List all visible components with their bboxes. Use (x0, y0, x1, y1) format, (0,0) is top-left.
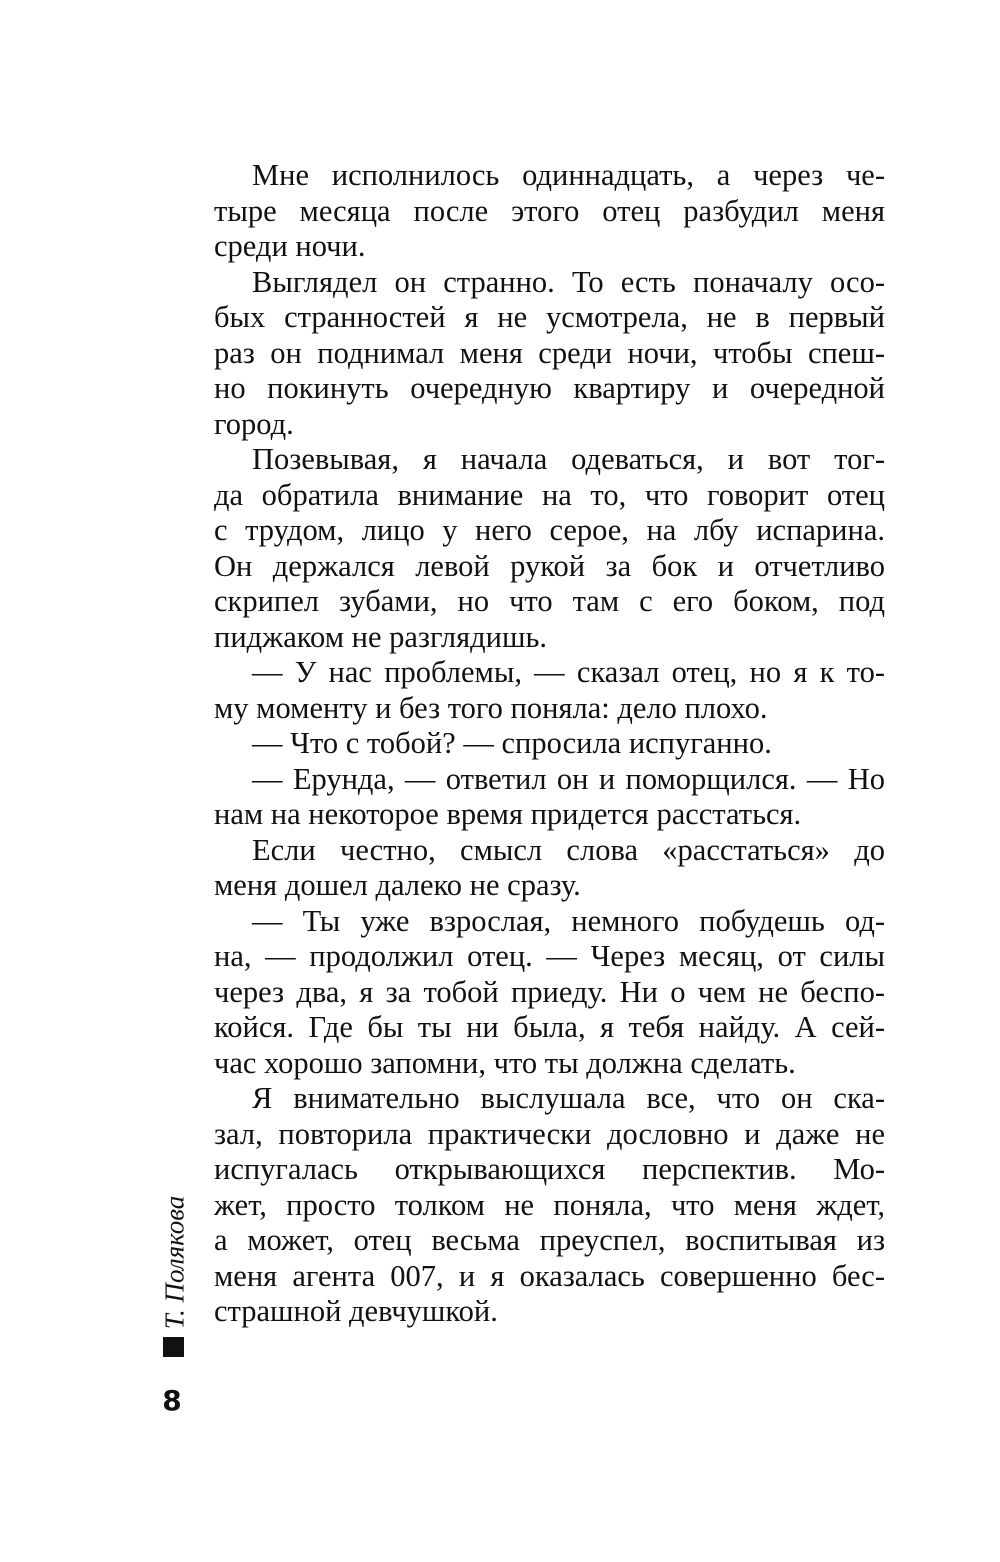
text-line: страшной девчушкой. (214, 1294, 498, 1328)
text-line: Я внимательно выслушала все, что он ска- (252, 1081, 885, 1115)
text-line: — У нас проблемы, — сказал отец, но я к то- (252, 655, 885, 689)
text-line: на, — продолжил отец. — Через месяц, от силы (214, 939, 885, 973)
text-line: среди ночи. (214, 229, 366, 263)
text-line: меня агента 007, и я оказалась совершенно бес- (214, 1258, 885, 1293)
text-line: му моменту и без того поняла: дело плохо. (214, 690, 768, 725)
text-line: Он держался левой рукой за бок и отчетливо (214, 548, 885, 583)
text-line: через два, я за тобой приеду. Ни о чем не беспо- (214, 974, 885, 1009)
text-line: меня дошел далеко не сразу. (214, 868, 581, 902)
running-head (157, 1188, 193, 1336)
running-head-author: Т. Полякова (159, 1195, 190, 1329)
text-line: — Ты уже взрослая, немного побудешь од- (252, 903, 885, 938)
text-line: жет, просто толком не поняла, что меня ждет, (214, 1187, 885, 1222)
text-line: но покинуть очередную квартиру и очередной (214, 371, 885, 405)
paragraph (214, 265, 885, 443)
paragraph (214, 762, 885, 833)
square-marker-icon (163, 1337, 184, 1357)
text-line: тыре месяца после этого отец разбудил меня (214, 193, 885, 228)
text-line: пиджаком не разглядишь. (214, 619, 548, 654)
text-line: — Ерунда, — ответил он и поморщился. — Но (252, 761, 885, 796)
text-line: зал, повторила практически дословно и даже не (214, 1116, 885, 1151)
body-text (214, 158, 885, 1330)
text-line: город. (214, 406, 294, 441)
text-line: Если честно, смысл слова «расстаться» до (252, 832, 885, 867)
text-line: бых странностей я не усмотрела, не в первый (214, 300, 885, 334)
text-line: нам на некоторое время придется расстаться. (214, 797, 802, 831)
text-line: да обратила внимание на то, что говорит отец (214, 477, 885, 512)
text-line: Выглядел он странно. То есть поначалу осо- (252, 264, 885, 299)
text-line: Мне исполнилось одиннадцать, а через че- (252, 158, 885, 192)
paragraph (214, 833, 885, 904)
paragraph (214, 158, 885, 265)
text-line: койся. Где бы ты ни была, я тебя найду. А сей- (214, 1010, 885, 1044)
text-line: скрипел зубами, но что там с его боком, под (214, 584, 885, 618)
text-line: испугалась открывающихся перспектив. Мо- (214, 1152, 885, 1186)
paragraph (214, 655, 885, 726)
page-number: 8 (162, 1384, 182, 1417)
paragraph (214, 726, 885, 762)
text-line: час хорошо запомни, что ты должна сделать. (214, 1045, 796, 1080)
text-line: а может, отец весьма преуспел, воспитывая из (214, 1223, 885, 1257)
text-line: с трудом, лицо у него серое, на лбу испарина. (214, 513, 885, 547)
text-line: раз он поднимал меня среди ночи, чтобы спеш- (214, 335, 885, 370)
paragraph (214, 904, 885, 1082)
text-line: — Что с тобой? — спросила испуганно. (252, 726, 772, 760)
text-line: Позевывая, я начала одеваться, и вот тог- (252, 442, 885, 476)
paragraph (214, 1081, 885, 1330)
paragraph (214, 442, 885, 655)
